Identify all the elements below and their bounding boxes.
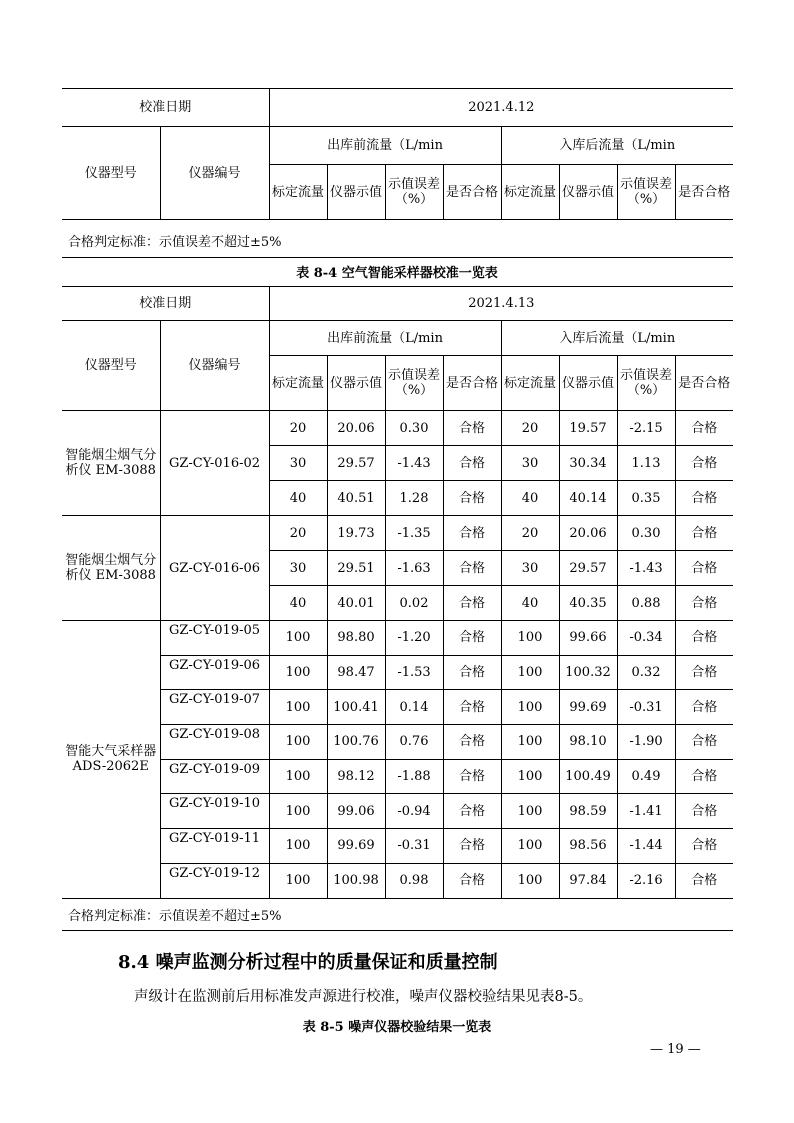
instrument-serial-cell: GZ-CY-019-05	[160, 621, 269, 656]
data-cell: -2.15	[617, 411, 675, 446]
std-flow-header: 标定流量	[501, 356, 559, 411]
data-cell: 合格	[443, 586, 501, 621]
data-cell: -1.63	[385, 551, 443, 586]
divider-rule	[62, 257, 733, 258]
data-cell: 合格	[443, 446, 501, 481]
data-cell: 1.28	[385, 481, 443, 516]
reading-header: 仪器示值	[327, 356, 385, 411]
calib-date-value: 2021.4.12	[269, 89, 733, 127]
data-cell: 合格	[675, 481, 733, 516]
data-cell: 97.84	[559, 863, 617, 898]
data-cell: -0.31	[385, 829, 443, 864]
data-cell: 100.41	[327, 690, 385, 725]
data-cell: 100	[501, 621, 559, 656]
std-flow-header: 标定流量	[501, 165, 559, 220]
data-cell: 30.34	[559, 446, 617, 481]
data-cell: 100.49	[559, 759, 617, 794]
data-cell: 0.98	[385, 863, 443, 898]
data-cell: 100	[501, 655, 559, 690]
data-cell: 100	[501, 690, 559, 725]
calib-date-label: 校准日期	[62, 89, 269, 127]
data-cell: 100	[269, 794, 327, 829]
data-cell: 合格	[443, 551, 501, 586]
data-cell: -1.88	[385, 759, 443, 794]
data-cell: 40.14	[559, 481, 617, 516]
data-cell: 19.57	[559, 411, 617, 446]
data-cell: -1.35	[385, 516, 443, 551]
divider-rule	[62, 930, 733, 931]
data-cell: 合格	[675, 794, 733, 829]
data-cell: 20.06	[559, 516, 617, 551]
calib-date-label: 校准日期	[62, 287, 269, 321]
data-cell: 99.69	[327, 829, 385, 864]
data-cell: 0.30	[617, 516, 675, 551]
data-cell: 合格	[443, 516, 501, 551]
sampler-rows	[62, 621, 733, 899]
data-cell: 合格	[443, 655, 501, 690]
instrument-serial-cell: GZ-CY-019-06	[160, 655, 269, 690]
data-cell: 100	[269, 725, 327, 760]
pass-criteria-note: 合格判定标准：示值误差不超过±5%	[68, 235, 282, 250]
data-cell: -0.34	[617, 621, 675, 656]
table-row	[62, 516, 733, 551]
table-row	[62, 829, 733, 864]
data-cell: 40	[501, 586, 559, 621]
table-row	[62, 759, 733, 794]
in-flow-header: 入库后流量（L/min	[501, 321, 733, 356]
data-cell: 30	[501, 446, 559, 481]
data-cell: -0.94	[385, 794, 443, 829]
data-cell: 30	[269, 551, 327, 586]
table-row	[62, 794, 733, 829]
data-cell: 40.35	[559, 586, 617, 621]
data-cell: 40.51	[327, 481, 385, 516]
serial-header: 仪器编号	[160, 127, 269, 220]
data-cell: 0.14	[385, 690, 443, 725]
data-cell: 合格	[443, 794, 501, 829]
data-cell: 98.56	[559, 829, 617, 864]
reading-header: 仪器示值	[559, 356, 617, 411]
out-flow-header: 出库前流量（L/min	[269, 321, 501, 356]
page-number: — 19 —	[650, 1042, 701, 1057]
out-flow-header: 出库前流量（L/min	[269, 127, 501, 165]
data-cell: 合格	[443, 621, 501, 656]
std-flow-header: 标定流量	[269, 165, 327, 220]
data-cell: -1.41	[617, 794, 675, 829]
data-cell: 1.13	[617, 446, 675, 481]
serial-header: 仪器编号	[160, 321, 269, 411]
data-cell: 合格	[443, 829, 501, 864]
pass-header: 是否合格	[675, 356, 733, 411]
data-cell: 100	[501, 759, 559, 794]
error-header: 示值误差（%）	[617, 356, 675, 411]
table-row	[62, 621, 733, 656]
data-cell: 0.32	[617, 655, 675, 690]
calibration-table-top	[62, 88, 733, 220]
instrument-serial-cell: GZ-CY-019-10	[160, 794, 269, 829]
data-cell: -1.53	[385, 655, 443, 690]
data-cell: 40	[269, 586, 327, 621]
calibration-table-main	[62, 286, 733, 899]
instrument-model-cell: 智能烟尘烟气分析仪 EM-3088	[62, 411, 160, 516]
data-cell: 98.59	[559, 794, 617, 829]
table-row	[62, 725, 733, 760]
data-cell: 合格	[443, 759, 501, 794]
data-cell: 合格	[675, 759, 733, 794]
data-cell: 0.49	[617, 759, 675, 794]
data-cell: 19.73	[327, 516, 385, 551]
data-cell: 30	[269, 446, 327, 481]
data-cell: 合格	[675, 725, 733, 760]
data-cell: 合格	[443, 725, 501, 760]
pass-header: 是否合格	[443, 165, 501, 220]
data-cell: 合格	[443, 481, 501, 516]
data-cell: 0.76	[385, 725, 443, 760]
table-row	[62, 863, 733, 898]
data-cell: 20	[501, 516, 559, 551]
data-cell: 30	[501, 551, 559, 586]
data-cell: 100	[269, 690, 327, 725]
data-cell: -2.16	[617, 863, 675, 898]
data-cell: 100.76	[327, 725, 385, 760]
data-cell: 0.02	[385, 586, 443, 621]
instrument-model-cell: 智能大气采样器 ADS-2062E	[62, 621, 160, 899]
pass-header: 是否合格	[443, 356, 501, 411]
data-cell: 98.47	[327, 655, 385, 690]
table-row	[62, 411, 733, 446]
instrument-serial-cell: GZ-CY-019-08	[160, 725, 269, 760]
reading-header: 仪器示值	[559, 165, 617, 220]
data-cell: 98.12	[327, 759, 385, 794]
data-cell: 99.66	[559, 621, 617, 656]
data-cell: 98.80	[327, 621, 385, 656]
data-cell: 0.30	[385, 411, 443, 446]
data-cell: 29.57	[559, 551, 617, 586]
data-cell: 40	[501, 481, 559, 516]
data-cell: 100.98	[327, 863, 385, 898]
data-cell: 40	[269, 481, 327, 516]
instrument-serial-cell: GZ-CY-019-09	[160, 759, 269, 794]
reading-header: 仪器示值	[327, 165, 385, 220]
data-cell: 合格	[443, 411, 501, 446]
error-header: 示值误差（%）	[385, 356, 443, 411]
data-cell: 29.51	[327, 551, 385, 586]
instrument-serial-cell: GZ-CY-016-02	[160, 411, 269, 516]
data-cell: 合格	[675, 586, 733, 621]
data-cell: 合格	[675, 863, 733, 898]
data-cell: 合格	[675, 829, 733, 864]
model-header: 仪器型号	[62, 127, 160, 220]
table-caption: 表 8-5 噪声仪器校验结果一览表	[302, 1020, 492, 1035]
data-cell: 100	[269, 863, 327, 898]
data-cell: 合格	[675, 621, 733, 656]
section-heading: 8.4 噪声监测分析过程中的质量保证和质量控制	[118, 952, 498, 973]
data-cell: 20	[269, 516, 327, 551]
paragraph: 声级计在监测前后用标准发声源进行校准，噪声仪器校验结果见表8-5。	[134, 989, 593, 1005]
data-cell: 0.88	[617, 586, 675, 621]
data-cell: 29.57	[327, 446, 385, 481]
table-caption: 表 8-4 空气智能采样器校准一览表	[296, 266, 498, 281]
data-cell: 合格	[675, 551, 733, 586]
data-cell: -1.44	[617, 829, 675, 864]
data-cell: 20	[269, 411, 327, 446]
data-cell: 0.35	[617, 481, 675, 516]
data-cell: 99.06	[327, 794, 385, 829]
data-cell: 98.10	[559, 725, 617, 760]
data-cell: 100	[501, 725, 559, 760]
data-cell: 99.69	[559, 690, 617, 725]
data-cell: 合格	[675, 655, 733, 690]
data-cell: 合格	[675, 446, 733, 481]
error-header: 示值误差（%）	[385, 165, 443, 220]
error-header: 示值误差（%）	[617, 165, 675, 220]
data-cell: 100	[501, 863, 559, 898]
data-cell: 合格	[443, 690, 501, 725]
instrument-serial-cell: GZ-CY-019-11	[160, 829, 269, 864]
pass-header: 是否合格	[675, 165, 733, 220]
std-flow-header: 标定流量	[269, 356, 327, 411]
data-cell: 40.01	[327, 586, 385, 621]
data-cell: 100	[501, 794, 559, 829]
instrument-serial-cell: GZ-CY-019-12	[160, 863, 269, 898]
instrument-model-cell: 智能烟尘烟气分析仪 EM-3088	[62, 516, 160, 621]
data-cell: 合格	[675, 690, 733, 725]
data-cell: 100	[269, 759, 327, 794]
data-cell: -0.31	[617, 690, 675, 725]
data-cell: 合格	[675, 411, 733, 446]
data-cell: 100	[269, 655, 327, 690]
table-row	[62, 690, 733, 725]
data-cell: -1.43	[385, 446, 443, 481]
data-cell: 100.32	[559, 655, 617, 690]
data-cell: -1.20	[385, 621, 443, 656]
table-row	[62, 655, 733, 690]
data-cell: 20	[501, 411, 559, 446]
instrument-serial-cell: GZ-CY-016-06	[160, 516, 269, 621]
data-cell: 100	[501, 829, 559, 864]
data-cell: 合格	[443, 863, 501, 898]
pass-criteria-note: 合格判定标准：示值误差不超过±5%	[68, 909, 282, 924]
model-header: 仪器型号	[62, 321, 160, 411]
data-cell: 100	[269, 621, 327, 656]
calib-date-value: 2021.4.13	[269, 287, 733, 321]
in-flow-header: 入库后流量（L/min	[501, 127, 733, 165]
instrument-serial-cell: GZ-CY-019-07	[160, 690, 269, 725]
analyzer-rows	[62, 411, 733, 621]
data-cell: -1.90	[617, 725, 675, 760]
data-cell: -1.43	[617, 551, 675, 586]
data-cell: 合格	[675, 516, 733, 551]
data-cell: 20.06	[327, 411, 385, 446]
data-cell: 100	[269, 829, 327, 864]
